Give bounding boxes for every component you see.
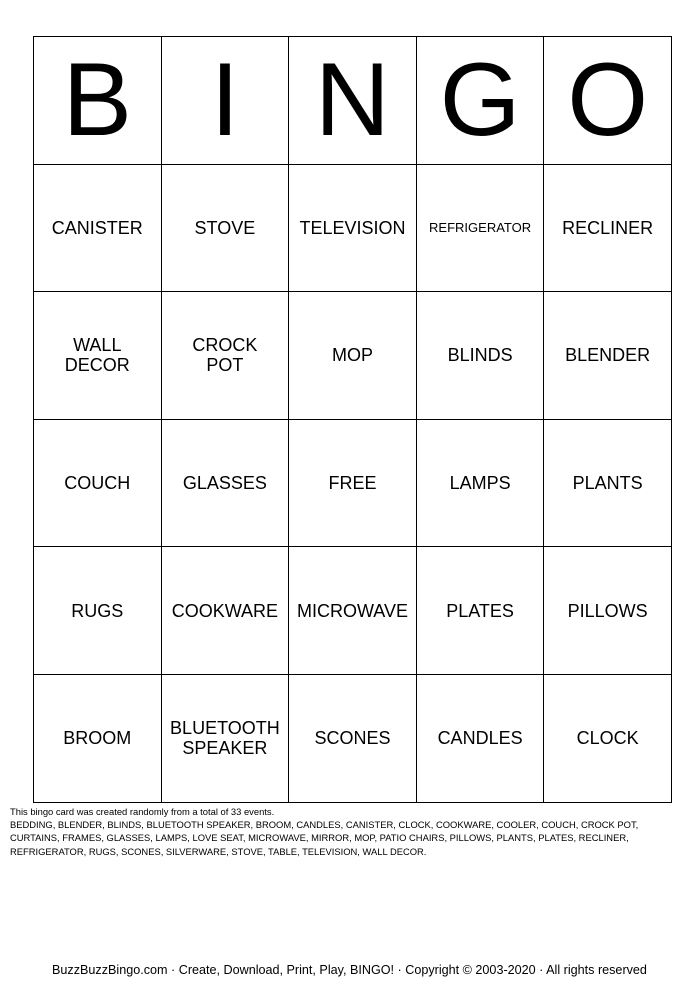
card-cell: CROCK POT [161,292,289,420]
card-cell: TELEVISION [289,164,417,292]
card-row-4 [34,547,672,675]
card-cell: REFRIGERATOR [416,164,544,292]
card-cell: STOVE [161,164,289,292]
card-cell: PLANTS [544,419,672,547]
header-row [34,37,672,165]
card-cell: CLOCK [544,674,672,802]
card-cell: BLENDER [544,292,672,420]
header-letter-g: G [416,37,544,165]
header-letter-o: O [544,37,672,165]
card-cell: BLINDS [416,292,544,420]
card-cell: BROOM [34,674,162,802]
header-letter-i: I [161,37,289,165]
header-letter-n: N [289,37,417,165]
card-row-3 [34,419,672,547]
card-cell: RECLINER [544,164,672,292]
event-list: BEDDING, BLENDER, BLINDS, BLUETOOTH SPEAKER, BROOM, CANDLES, CANISTER, CLOCK, COOKWARE, COOLER, COUCH, CROCK POT, CURTAINS, FRAMES, GLASSES, LAMPS, LOVE SEAT, MICROWAVE, MIRROR, MOP, PATIO CHAIRS, PILLOWS, PLANTS, PLATES, RECLINER, REFRIGERATOR, RUGS, SCONES, SILVERWARE, STOVE, TABLE, TELEVISION, WALL DECOR. [10,819,639,857]
card-cell: MICROWAVE [289,547,417,675]
card-cell: CANISTER [34,164,162,292]
card-cell: COUCH [34,419,162,547]
card-cell: BLUETOOTH SPEAKER [161,674,289,802]
card-cell: SCONES [289,674,417,802]
copyright-footer: BuzzBuzzBingo.com · Create, Download, Print, Play, BINGO! · Copyright © 2003-2020 · All rights reserved [52,963,647,977]
card-row-2 [34,292,672,420]
card-cell: WALL DECOR [34,292,162,420]
bingo-card [33,36,672,803]
card-cell: RUGS [34,547,162,675]
header-letter-b: B [34,37,162,165]
card-cell: MOP [289,292,417,420]
card-cell: PLATES [416,547,544,675]
card-cell: COOKWARE [161,547,289,675]
card-cell: PILLOWS [544,547,672,675]
card-info-intro: This bingo card was created randomly from a total of 33 events. [10,806,275,817]
card-cell: GLASSES [161,419,289,547]
card-info [10,805,670,858]
card-row-1 [34,164,672,292]
free-space-cell: FREE [289,419,417,547]
card-cell: CANDLES [416,674,544,802]
card-row-5 [34,674,672,802]
card-cell: LAMPS [416,419,544,547]
